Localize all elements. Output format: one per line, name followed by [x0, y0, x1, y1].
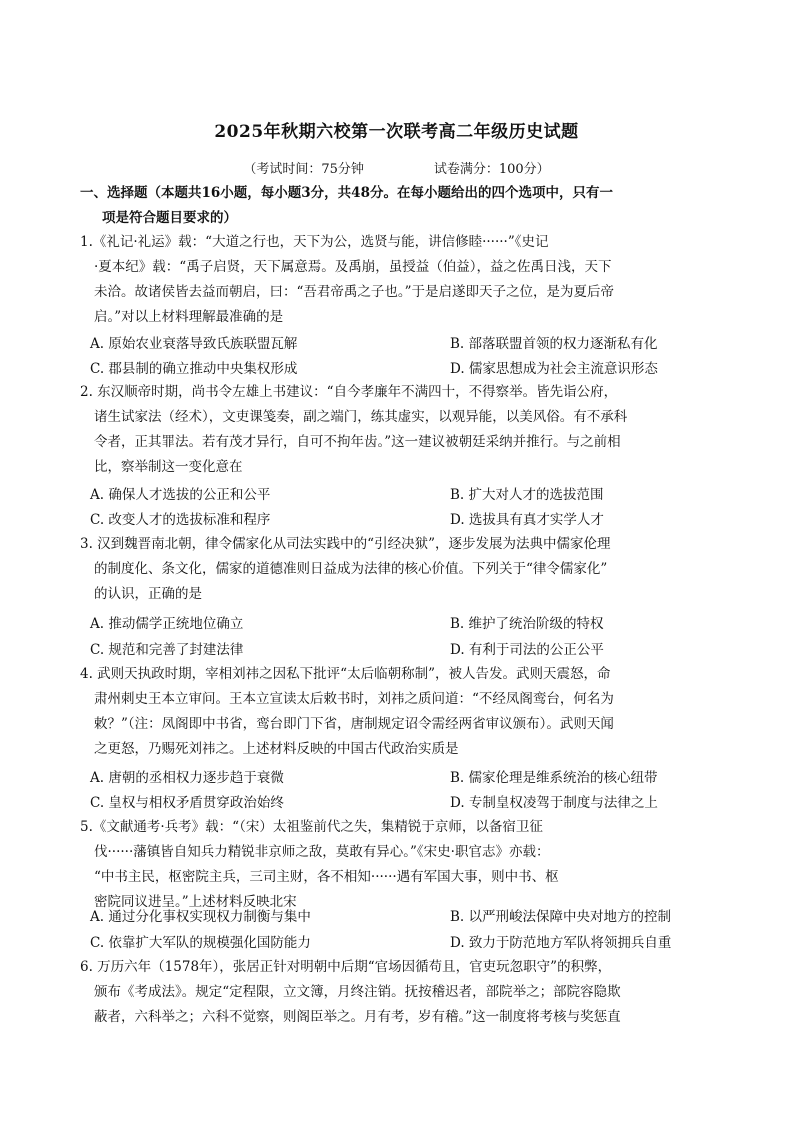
option-b[interactable]: B. 扩大对人才的选拔范围: [450, 487, 604, 503]
question-line: 敕？”（注：凤阁即中书省，鸾台即门下省，唐制规定诏令需经两省审议颁布）。武则天闻: [94, 716, 614, 732]
options-row: [90, 357, 730, 381]
options-row: [90, 638, 730, 662]
option-c[interactable]: C. 依靠扩大军队的规模强化国防能力: [90, 935, 311, 951]
exam-meta: [0, 158, 793, 177]
question-6: [80, 955, 730, 1030]
question-line: ·夏本纪》载：“禹子启贤，天下属意焉。及禹崩，虽授益（伯益），益之佐禹日浅，天下: [94, 259, 612, 275]
question-line: 诸生试家法（经术），文吏课笺奏，副之端门，练其虚实，以观异能，以美风俗。有不承科: [94, 409, 628, 425]
option-a[interactable]: A. 唐朝的丞相权力逐步趋于衰微: [90, 770, 284, 786]
question-line: 的认识，正确的是: [94, 586, 202, 602]
question-line: 1.《礼记·礼运》载：“大道之行也，天下为公，选贤与能，讲信修睦······”《史记: [80, 234, 549, 250]
question-line: 5.《文献通考·兵考》载：“（宋）太祖鉴前代之失，集精锐于京师，以备宿卫征: [80, 819, 543, 835]
options-row: [90, 791, 730, 815]
option-a[interactable]: A. 原始农业衰落导致氏族联盟瓦解: [90, 336, 298, 352]
page-title: 2025年秋期六校第一次联考高二年级历史试题: [214, 122, 579, 142]
question-line: 伐······藩镇皆自知兵力精锐非京师之敌，莫敢有异心。”《宋史·职官志》亦载：: [94, 844, 550, 860]
section-heading: [80, 181, 730, 231]
options-row: [90, 483, 730, 507]
option-c[interactable]: C. 规范和完善了封建法律: [90, 642, 244, 658]
question-2: [80, 380, 730, 480]
question-line: 的制度化、条文化，儒家的道德准则日益成为法律的核心价值。下列关于“律令儒家化”: [94, 561, 608, 577]
question-line: 6. 万历六年（1578年），张居正针对明朝中后期“官场因循苟且，官吏玩忽职守”的积弊，: [80, 959, 612, 975]
option-a[interactable]: A. 通过分化事权实现权力制衡与集中: [90, 909, 311, 925]
section-heading-line: 项是符合题目要求的）: [102, 210, 237, 226]
question-line: “中书主民，枢密院主兵，三司主财，各不相知······遇有军国大事，则中书、枢: [94, 869, 559, 885]
option-c[interactable]: C. 郡县制的确立推动中央集权形成: [90, 361, 298, 377]
section-heading-line: 一、选择题（本题共16小题，每小题3分，共48分。在每小题给出的四个选项中，只有一: [80, 185, 613, 201]
question-line: 2. 东汉顺帝时期，尚书令左雄上书建议：“自今孝廉年不满四十，不得察举。皆先诣公府，: [80, 384, 618, 400]
options-row: [90, 612, 730, 636]
options-row: [90, 766, 730, 790]
option-b[interactable]: B. 部落联盟首领的权力逐渐私有化: [450, 336, 658, 352]
question-line: 颁布《考成法》。规定“定程限，立文簿，月终注销。抚按稽迟者，部院举之；部院容隐欺: [94, 984, 621, 1000]
exam-time: （考试时间：75分钟: [243, 162, 364, 177]
question-line: 4. 武则天执政时期，宰相刘祎之因私下批评“太后临朝称制”，被人告发。武则天震怒，命: [80, 666, 611, 682]
options-row: [90, 905, 730, 929]
option-d[interactable]: D. 儒家思想成为社会主流意识形态: [450, 361, 658, 377]
question-line: 肃州刺史王本立审问。王本立宣读太后敕书时，刘祎之质问道：“不经凤阁鸾台，何名为: [94, 691, 614, 707]
exam-score: 试卷满分：100分）: [433, 162, 550, 177]
question-line: 令者，正其罪法。若有茂才异行，自可不拘年齿。”这一建议被朝廷采纳并推行。与之前相: [94, 434, 621, 450]
option-c[interactable]: C. 皇权与相权矛盾贯穿政治始终: [90, 795, 284, 811]
question-line: 比，察举制这一变化意在: [94, 459, 243, 475]
option-a[interactable]: A. 确保人才选拔的公正和公平: [90, 487, 271, 503]
option-d[interactable]: D. 有利于司法的公正公平: [450, 642, 604, 658]
question-3: [80, 532, 730, 607]
option-b[interactable]: B. 儒家伦理是维系统治的核心纽带: [450, 770, 658, 786]
option-c[interactable]: C. 改变人才的选拔标准和程序: [90, 512, 271, 528]
options-row: [90, 332, 730, 356]
question-line: 密院同议进呈。”上述材料反映北宋: [94, 894, 297, 910]
options-row: [90, 931, 730, 955]
option-d[interactable]: D. 选拔具有真才实学人才: [450, 512, 604, 528]
options-row: [90, 508, 730, 532]
question-line: 未洽。故诸侯皆去益而朝启，曰：“吾君帝禹之子也。”于是启遂即天子之位，是为夏后帝: [94, 284, 615, 300]
question-1: [80, 230, 730, 330]
question-line: 3. 汉到魏晋南北朝，律令儒家化从司法实践中的“引经决狱”，逐步发展为法典中儒家伦理: [80, 536, 611, 552]
question-line: 之更怒，乃赐死刘祎之。上述材料反映的中国古代政治实质是: [94, 741, 459, 757]
option-a[interactable]: A. 推动儒学正统地位确立: [90, 616, 244, 632]
question-4: [80, 662, 730, 762]
question-5: [80, 815, 730, 915]
question-line: 启。”对以上材料理解最准确的是: [94, 309, 284, 325]
option-b[interactable]: B. 维护了统治阶级的特权: [450, 616, 604, 632]
question-line: 蔽者，六科举之；六科不觉察，则阁臣举之。月有考，岁有稽。”这一制度将考核与奖惩直: [94, 1009, 621, 1025]
option-d[interactable]: D. 致力于防范地方军队将领拥兵自重: [450, 935, 672, 951]
option-b[interactable]: B. 以严刑峻法保障中央对地方的控制: [450, 909, 672, 925]
option-d[interactable]: D. 专制皇权凌驾于制度与法律之上: [450, 795, 658, 811]
